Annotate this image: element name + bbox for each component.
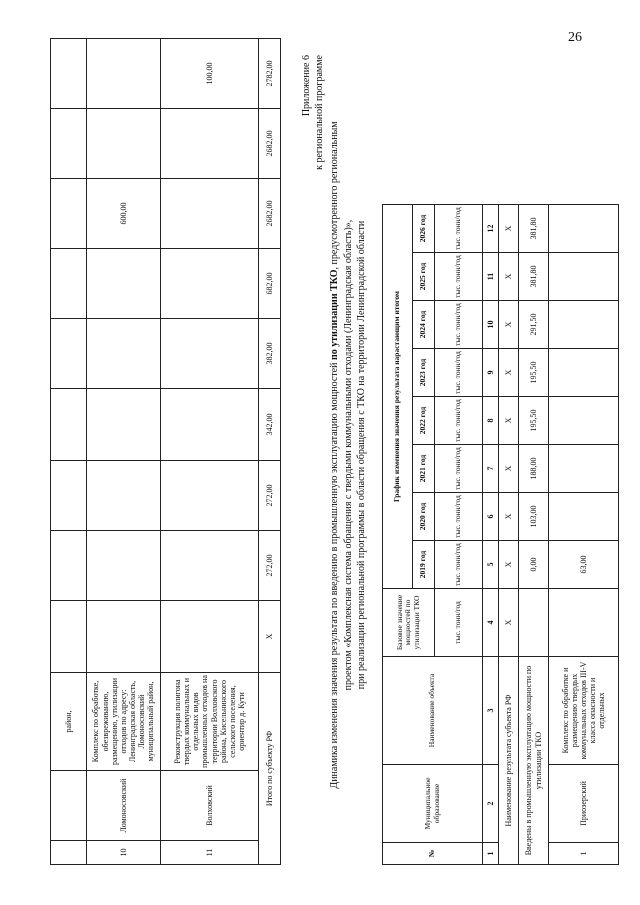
header-unit: тыс. тонн/год xyxy=(435,205,483,253)
object-name-cell: район, xyxy=(51,673,87,771)
value-cell: 100,00 xyxy=(161,39,259,109)
table-row xyxy=(87,39,161,865)
column-number: 4 xyxy=(483,589,499,657)
table-row xyxy=(549,205,619,865)
header-year: 2024 год xyxy=(413,301,435,349)
column-number: 11 xyxy=(483,253,499,301)
value-cell: 0,00 xyxy=(519,541,549,589)
value-cell: Х xyxy=(259,601,281,673)
row-number: 1 xyxy=(549,843,619,865)
column-number: 8 xyxy=(483,397,499,445)
object-name-cell: Комплекс по обработке и размещению твердых коммунальных отходов III-V класса опасности и отдельных xyxy=(549,657,619,765)
column-number: 9 xyxy=(483,349,499,397)
result-name-label: Наименование результата субъекта РФ xyxy=(499,657,519,865)
value-cell: 682,00 xyxy=(259,249,281,319)
header-num: № xyxy=(383,843,483,865)
value-cell: 382,00 xyxy=(259,319,281,389)
header-schedule: График изменения значения результата нарастающим итогом xyxy=(383,205,413,589)
municipality-cell: Приозерский xyxy=(549,765,619,843)
header-unit: тыс. тонн/год xyxy=(435,301,483,349)
header-unit: тыс. тонн/год xyxy=(435,397,483,445)
header-year: 2020 год xyxy=(413,493,435,541)
value-cell: 272,00 xyxy=(259,461,281,531)
value-cell: 381,80 xyxy=(519,253,549,301)
value-cell: 272,00 xyxy=(259,531,281,601)
header-year: 2025 год xyxy=(413,253,435,301)
header-row xyxy=(383,205,413,865)
main-table xyxy=(382,204,619,865)
header-unit: тыс. тонн/год xyxy=(435,349,483,397)
document-title: Динамика изменения значения результата по введению в промышленную эксплуатацию мощностей по утилизации ТКО, предусмотренного региональным проектом «Комплексная система обращения с твердыми коммунальными отходами (Ленинградская область)», при реализации региональной программы в области обращения с ТКО на территории Ленинградской области xyxy=(329,121,367,789)
column-number: 3 xyxy=(483,657,499,765)
column-number: 5 xyxy=(483,541,499,589)
column-number-row xyxy=(483,205,499,865)
column-number: 10 xyxy=(483,301,499,349)
value-cell: 2682,00 xyxy=(259,179,281,249)
total-label: Итого по субъекту РФ xyxy=(259,673,281,865)
introduced-capacity-row xyxy=(519,205,549,865)
municipality-cell: Ломоносовский xyxy=(87,771,161,841)
value-cell: 600,00 xyxy=(87,179,161,249)
header-unit: тыс. тонн/год xyxy=(435,589,483,657)
value-cell: 195,50 xyxy=(519,397,549,445)
column-number: 12 xyxy=(483,205,499,253)
value-cell: 2782,00 xyxy=(259,39,281,109)
row-number: 11 xyxy=(161,841,259,865)
municipality-cell: Волховский xyxy=(161,771,259,841)
page-number: 26 xyxy=(568,30,582,45)
header-unit: тыс. тонн/год xyxy=(435,493,483,541)
value-cell: Х xyxy=(499,541,519,589)
continued-table xyxy=(50,38,281,865)
column-number: 7 xyxy=(483,445,499,493)
value-cell: Х xyxy=(499,445,519,493)
result-name-row xyxy=(499,205,519,865)
header-municipality: Муниципальное образование xyxy=(383,765,483,843)
value-cell: Х xyxy=(499,589,519,657)
header-year: 2026 год xyxy=(413,205,435,253)
value-cell: Х xyxy=(499,349,519,397)
header-object: Наименование объекта xyxy=(383,657,483,765)
value-cell: Х xyxy=(499,253,519,301)
column-number: 1 xyxy=(483,843,499,865)
value-cell: Х xyxy=(499,301,519,349)
object-name-cell: Комплекс по обработке, обезвреживанию, размещению, утилизации отходов по адресу: Ленинградская область, Ломоносовский муниципальный район, xyxy=(87,673,161,771)
row-number: 10 xyxy=(87,841,161,865)
value-cell: 381,80 xyxy=(519,205,549,253)
table-row xyxy=(51,39,87,865)
value-cell: 63,00 xyxy=(549,541,619,589)
total-row xyxy=(259,39,281,865)
value-cell: 342,00 xyxy=(259,389,281,461)
header-unit: тыс. тонн/год xyxy=(435,541,483,589)
header-unit: тыс. тонн/год xyxy=(435,445,483,493)
value-cell: 188,00 xyxy=(519,445,549,493)
column-number: 6 xyxy=(483,493,499,541)
header-year: 2021 год xyxy=(413,445,435,493)
value-cell: 103,00 xyxy=(519,493,549,541)
appendix-label: Приложение 6 к региональной программе xyxy=(301,55,325,170)
table-row xyxy=(161,39,259,865)
header-year: 2023 год xyxy=(413,349,435,397)
object-name-cell: Реконструкция полигона твердых коммунальных и отдельных видов промышленных отходов на территории Волховского района, Кисельнинского сельского поселения, ориентир д. Кути xyxy=(161,673,259,771)
value-cell: Х xyxy=(499,205,519,253)
value-cell: 2682,00 xyxy=(259,109,281,179)
value-cell: Х xyxy=(499,493,519,541)
column-number: 2 xyxy=(483,765,499,843)
header-year: 2022 год xyxy=(413,397,435,445)
introduced-label: Введены в промышленную эксплуатацию мощности по утилизации ТКО xyxy=(519,657,549,865)
header-year: 2019 год xyxy=(413,541,435,589)
header-base: Базовое значение мощностей по утилизации ТКО xyxy=(383,589,435,657)
header-unit: тыс. тонн/год xyxy=(435,253,483,301)
value-cell: 291,50 xyxy=(519,301,549,349)
value-cell: 195,50 xyxy=(519,349,549,397)
value-cell: Х xyxy=(499,397,519,445)
